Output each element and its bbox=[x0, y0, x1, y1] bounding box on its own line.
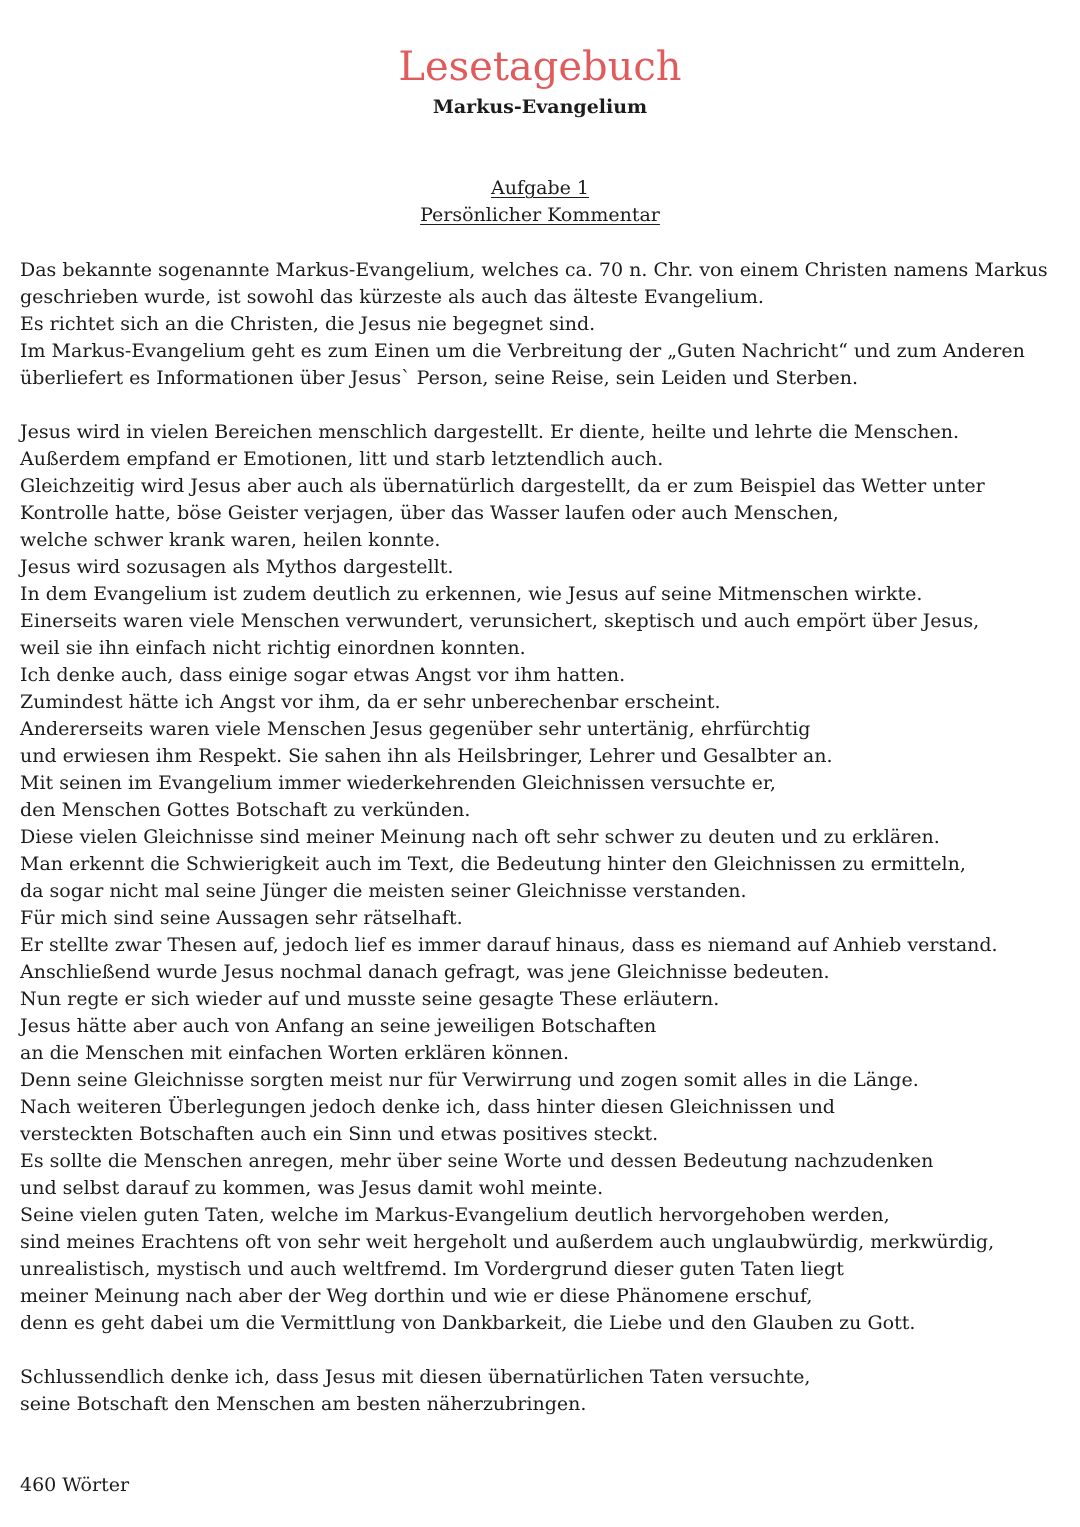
task-title: Persönlicher Kommentar bbox=[420, 204, 660, 226]
text-line: Gleichzeitig wird Jesus aber auch als übernatürlich dargestellt, da er zum Beispiel das Wetter unter bbox=[20, 475, 985, 497]
text-line: Außerdem empfand er Emotionen, litt und starb letztendlich auch. bbox=[20, 448, 664, 470]
text-line: meiner Meinung nach aber der Weg dorthin und wie er diese Phänomene erschuf, bbox=[20, 1285, 813, 1307]
text-line: Es richtet sich an die Christen, die Jesus nie begegnet sind. bbox=[20, 313, 596, 335]
text-line: Jesus wird in vielen Bereichen menschlich dargestellt. Er diente, heilte und lehrte die Menschen. bbox=[20, 421, 960, 443]
text-line: welche schwer krank waren, heilen konnte. bbox=[20, 529, 441, 551]
text-line: denn es geht dabei um die Vermittlung von Dankbarkeit, die Liebe und den Glauben zu Gott. bbox=[20, 1312, 916, 1334]
text-line: Diese vielen Gleichnisse sind meiner Meinung nach oft sehr schwer zu deuten und zu erklären. bbox=[20, 826, 940, 848]
text-line: weil sie ihn einfach nicht richtig einordnen konnten. bbox=[20, 637, 526, 659]
text-line: da sogar nicht mal seine Jünger die meisten seiner Gleichnisse verstanden. bbox=[20, 880, 747, 902]
text-line: und erwiesen ihm Respekt. Sie sahen ihn als Heilsbringer, Lehrer und Gesalbter an. bbox=[20, 745, 833, 767]
text-line: überliefert es Informationen über Jesus` Person, seine Reise, sein Leiden und Sterben. bbox=[20, 367, 859, 389]
text-line: Denn seine Gleichnisse sorgten meist nur für Verwirrung und zogen somit alles in die Länge. bbox=[20, 1069, 919, 1091]
text-line: Ich denke auch, dass einige sogar etwas Angst vor ihm hatten. bbox=[20, 664, 626, 686]
text-line: Er stellte zwar Thesen auf, jedoch lief es immer darauf hinaus, dass es niemand auf Anhieb verstand. bbox=[20, 934, 998, 956]
text-line: Im Markus-Evangelium geht es zum Einen um die Verbreitung der „Guten Nachricht“ und zum Anderen bbox=[20, 340, 1025, 362]
paragraph-main bbox=[20, 419, 1070, 1337]
text-line: an die Menschen mit einfachen Worten erklären können. bbox=[20, 1042, 570, 1064]
text-line: In dem Evangelium ist zudem deutlich zu erkennen, wie Jesus auf seine Mitmenschen wirkte. bbox=[20, 583, 923, 605]
page-subtitle: Markus-Evangelium bbox=[432, 96, 648, 118]
task-number: Aufgabe 1 bbox=[490, 177, 589, 199]
text-line: geschrieben wurde, ist sowohl das kürzeste als auch das älteste Evangelium. bbox=[20, 286, 764, 308]
text-line: versteckten Botschaften auch ein Sinn und etwas positives steckt. bbox=[20, 1123, 659, 1145]
paragraph-conclusion bbox=[20, 1364, 1070, 1418]
text-line: unrealistisch, mystisch und auch weltfremd. Im Vordergrund dieser guten Taten liegt bbox=[20, 1258, 844, 1280]
text-line: Andererseits waren viele Menschen Jesus gegenüber sehr untertänig, ehrfürchtig bbox=[20, 718, 811, 740]
text-line: sind meines Erachtens oft von sehr weit hergeholt und außerdem auch unglaubwürdig, merkwürdig, bbox=[20, 1231, 995, 1253]
text-line: Einerseits waren viele Menschen verwundert, verunsichert, skeptisch und auch empört über Jesus, bbox=[20, 610, 980, 632]
text-line: und selbst darauf zu kommen, was Jesus damit wohl meinte. bbox=[20, 1177, 604, 1199]
task-heading bbox=[0, 175, 1080, 229]
commentary-text bbox=[20, 257, 1070, 1418]
text-line: Schlussendlich denke ich, dass Jesus mit diesen übernatürlichen Taten versuchte, bbox=[20, 1366, 811, 1388]
text-line: Nun regte er sich wieder auf und musste seine gesagte These erläutern. bbox=[20, 988, 720, 1010]
text-line: Man erkennt die Schwierigkeit auch im Text, die Bedeutung hinter den Gleichnissen zu ermitteln, bbox=[20, 853, 966, 875]
paragraph-intro bbox=[20, 257, 1070, 392]
text-line: seine Botschaft den Menschen am besten näherzubringen. bbox=[20, 1393, 587, 1415]
text-line: Jesus hätte aber auch von Anfang an seine jeweiligen Botschaften bbox=[20, 1015, 657, 1037]
text-line: Zumindest hätte ich Angst vor ihm, da er sehr unberechenbar erscheint. bbox=[20, 691, 721, 713]
text-line: Es sollte die Menschen anregen, mehr über seine Worte und dessen Bedeutung nachzudenken bbox=[20, 1150, 934, 1172]
text-line: Kontrolle hatte, böse Geister verjagen, über das Wasser laufen oder auch Menschen, bbox=[20, 502, 839, 524]
page-title: Lesetagebuch bbox=[398, 44, 682, 90]
text-line: Mit seinen im Evangelium immer wiederkehrenden Gleichnissen versuchte er, bbox=[20, 772, 776, 794]
text-line: Nach weiteren Überlegungen jedoch denke ich, dass hinter diesen Gleichnissen und bbox=[20, 1096, 835, 1118]
text-line: Das bekannte sogenannte Markus-Evangelium, welches ca. 70 n. Chr. von einem Christen namens Markus bbox=[20, 259, 1048, 281]
text-line: Anschließend wurde Jesus nochmal danach gefragt, was jene Gleichnisse bedeuten. bbox=[20, 961, 830, 983]
text-line: den Menschen Gottes Botschaft zu verkünden. bbox=[20, 799, 471, 821]
text-line: Seine vielen guten Taten, welche im Markus-Evangelium deutlich hervorgehoben werden, bbox=[20, 1204, 890, 1226]
text-line: Für mich sind seine Aussagen sehr rätselhaft. bbox=[20, 907, 463, 929]
text-line: Jesus wird sozusagen als Mythos dargestellt. bbox=[20, 556, 454, 578]
word-count: 460 Wörter bbox=[20, 1474, 130, 1496]
